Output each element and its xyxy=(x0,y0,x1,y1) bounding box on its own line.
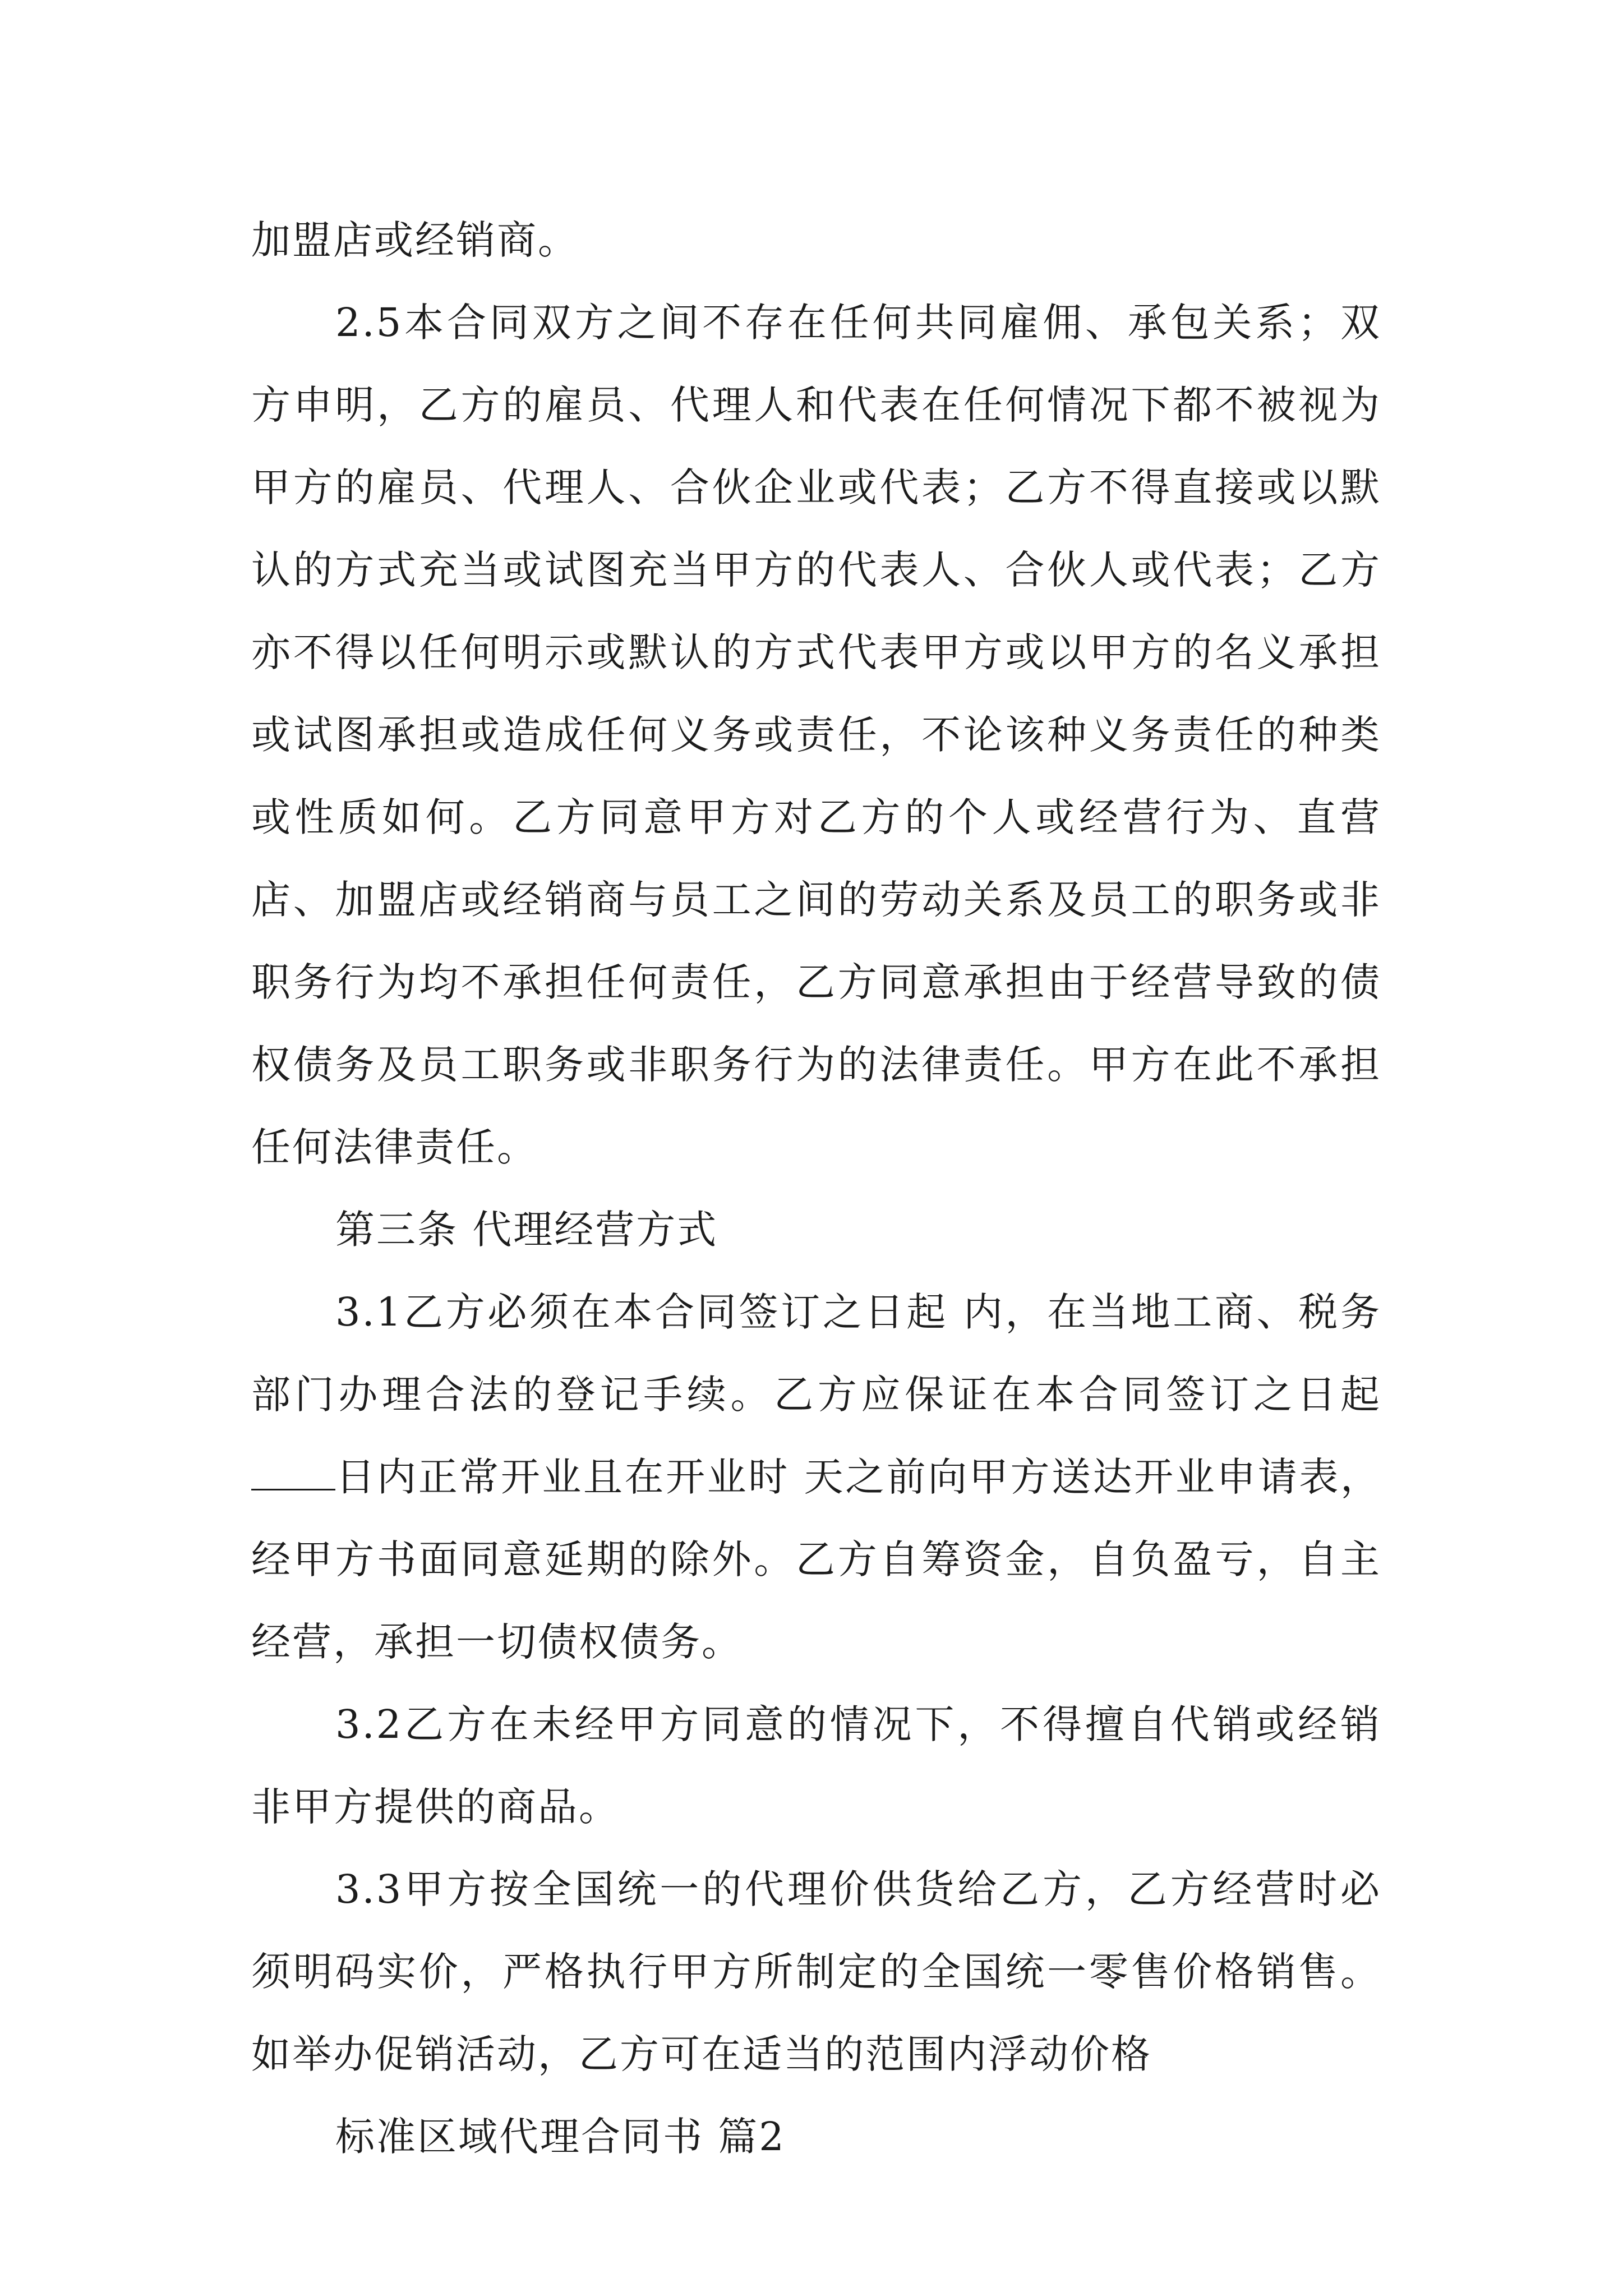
paragraph-3-2: 3.2乙方在未经甲方同意的情况下，不得擅自代销或经销非甲方提供的商品。 xyxy=(251,1701,1381,1830)
paragraph-continuation: 加盟店或经销商。 xyxy=(251,217,579,263)
blank-underline-field xyxy=(251,1457,335,1490)
document-body xyxy=(251,199,1381,2178)
paragraph-3-1 xyxy=(251,1271,1381,1683)
paragraph-3-3: 3.3甲方按全国统一的代理价供货给乙方，乙方经营时必须明码实价，严格执行甲方所制定的全国统一零售价格销售。如举办促销活动，乙方可在适当的范围内浮动价格 xyxy=(251,1866,1381,2077)
paragraph-2-5: 2.5本合同双方之间不存在任何共同雇佣、承包关系；双方申明，乙方的雇员、代理人和代表在任何情况下都不被视为甲方的雇员、代理人、合伙企业或代表；乙方不得直接或以默认的方式充当或试图充当甲方的代表人、合伙人或代表；乙方亦不得以任何明示或默认的方式代表甲方或以甲方的名义承担或试图承担或造成任何义务或责任，不论该种义务责任的种类或性质如何。乙方同意甲方对乙方的个人或经营行为、直营店、加盟店或经销商与员工之间的劳动关系及员工的职务或非职务行为均不承担任何责任，乙方同意承担由于经营导致的债权债务及员工职务或非职务行为的法律责任。甲方在此不承担任何法律责任。 xyxy=(251,300,1381,1170)
paragraph-3-1-part-b: 日内正常开业且在开业时 天之前向甲方送达开业申请表，经甲方书面同意延期的除外。乙方自筹资金，自负盈亏，自主经营，承担一切债权债务。 xyxy=(251,1454,1381,1665)
section-heading-article-3: 第三条 代理经营方式 xyxy=(335,1207,718,1253)
document-title-part-2: 标准区域代理合同书 篇2 xyxy=(335,2114,786,2160)
paragraph-3-1-part-a: 3.1乙方必须在本合同签订之日起 内，在当地工商、税务部门办理合法的登记手续。乙方应保证在本合同签订之日起 xyxy=(251,1289,1381,1418)
